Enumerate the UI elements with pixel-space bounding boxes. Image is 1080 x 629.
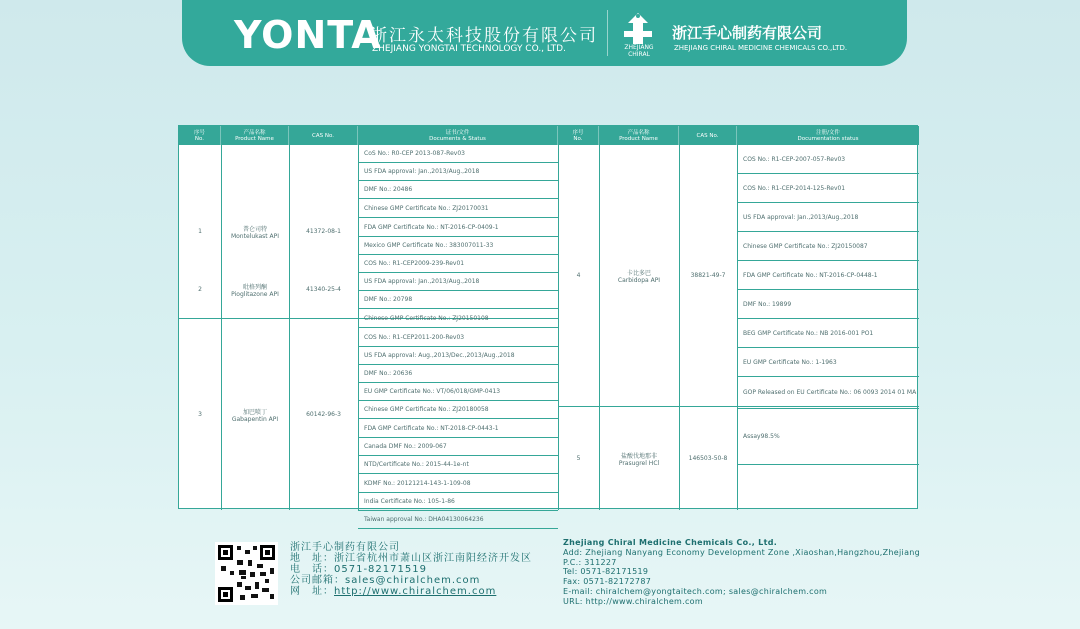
footer-en-address: Add: Zhejiang Nanyang Economy Development Zone ,Xiaoshan,Hangzhou,Zhejiang xyxy=(563,547,921,557)
footer-en-fax: Fax: 0571-82172787 xyxy=(563,577,652,587)
left-product-no-3: 3 xyxy=(198,411,202,418)
header-docs-left: 证书/文件 Documents & Status xyxy=(358,126,558,145)
chiral-logo-icon xyxy=(618,9,658,49)
product-registration-table xyxy=(178,125,918,523)
left-doc-row-5: FDA GMP Certificate No.: NT-2016-CP-0409-1 xyxy=(364,223,499,231)
footer-en-tel: Tel: 0571-82171519 xyxy=(563,567,649,577)
footer-en-email: E-mail: chiralchem@yongtaitech.com; sales@chiralchem.com xyxy=(563,586,828,596)
chiral-logo-text: ZHEJIANG CHIRAL xyxy=(624,44,654,58)
footer-cn-address: 地 址：浙江省杭州市萧山区浙江南阳经济开发区 xyxy=(290,553,532,564)
left-doc-row-19: KDMF No.: 20121214-143-1-109-08 xyxy=(364,479,471,487)
right-product-name: 卡比多巴 Carbidopa API xyxy=(617,269,661,284)
left-doc-row-15: Chinese GMP Certificate No.: ZJ20180058 xyxy=(364,406,489,413)
header-cas-right: CAS No. xyxy=(679,126,737,145)
right-doc-row-3: US FDA approval: Jan.,2013/Aug.,2018 xyxy=(743,213,859,221)
left-doc-row-11: COS No.: R1-CEP2011-200-Rev03 xyxy=(364,333,465,341)
left-doc-row-8: US FDA approval: Jan.,2013/Aug.,2018 xyxy=(364,278,480,285)
footer-en-company: Zhejiang Chiral Medicine Chemicals Co., Ltd. xyxy=(563,538,778,547)
left-product-no-2: 2 xyxy=(198,286,202,293)
left-product-cas-2: 41340-25-4 xyxy=(306,286,341,293)
partner-name-en: ZHEJIANG CHIRAL MEDICINE CHEMICALS CO.,LTD. xyxy=(674,44,848,52)
header-no-right: 序号 No. xyxy=(558,126,599,145)
left-doc-row-1: CoS No.: R0-CEP 2013-087-Rev03 xyxy=(364,150,465,157)
left-doc-row-16: FDA GMP Certificate No.: NT-2018-CP-0443-1 xyxy=(364,424,499,432)
footer-contact-cn xyxy=(290,542,532,597)
left-doc-row-18: NTD/Certificate No.: 2015-44-1e-nt xyxy=(364,461,469,468)
left-doc-row-4: Chinese GMP Certificate No.: ZJ20170031 xyxy=(364,204,489,212)
header-cas-left: CAS No. xyxy=(289,126,358,145)
left-doc-row-7: COS No.: R1-CEP2009-239-Rev01 xyxy=(364,260,465,267)
header-docs-right: 注册/文件 Documentation status xyxy=(737,126,919,145)
left-doc-row-14: EU GMP Certificate No.: VT/06/018/GMP-0413 xyxy=(364,388,501,395)
header-product-right: 产品名称 Product Name xyxy=(599,126,679,145)
left-doc-row-9: DMF No.: 20798 xyxy=(364,296,413,303)
left-product-cas-3: 60142-96-3 xyxy=(306,411,341,418)
right-product-name-2: 盐酸伐地那非 Prasugrel HCl xyxy=(618,452,660,467)
right-doc-row-6: DMF No.: 19899 xyxy=(743,300,792,308)
yonta-logo: YONTA xyxy=(234,13,382,57)
company-name-en: ZHEJIANG YONGTAI TECHNOLOGY CO., LTD. xyxy=(372,44,566,54)
left-product-no: 1 xyxy=(198,228,202,235)
right-doc-row-5: FDA GMP Certificate No.: NT-2016-CP-0448-1 xyxy=(743,271,878,279)
footer-cn-company: 浙江手心制药有限公司 xyxy=(290,542,400,553)
left-doc-row-10: Chinese GMP Certificate No.: ZJ20150108 xyxy=(364,314,489,322)
header-product-left: 产品名称 Product Name xyxy=(221,126,289,145)
left-product-name-2: 吡格列酮 Pioglitazone API xyxy=(231,283,279,298)
right-doc-row-4: Chinese GMP Certificate No.: ZJ20150087 xyxy=(743,242,868,250)
header-no-left: 序号 No. xyxy=(179,126,221,145)
left-doc-row-2: US FDA approval: Jan.,2013/Aug.,2018 xyxy=(364,168,480,175)
company-name-cn: 浙江永太科技股份有限公司 xyxy=(370,26,598,46)
right-product-no: 4 xyxy=(576,272,581,279)
right-doc-row-10: Assay98.5% xyxy=(743,433,780,440)
right-doc-row-7: BEG GMP Certificate No.: NB 2016-001 PO1 xyxy=(743,329,874,337)
left-product-cas: 41372-08-1 xyxy=(306,228,341,235)
qr-code-icon xyxy=(215,542,278,605)
left-doc-row-12: US FDA approval: Aug.,2013/Dec.,2013/Aug.,2018 xyxy=(364,352,515,359)
footer-cn-website-label: 网 址： xyxy=(290,586,334,597)
footer-en-postcode: P.C.: 311227 xyxy=(563,557,617,567)
footer-website-link[interactable]: http://www.chiralchem.com xyxy=(334,586,497,597)
left-product-name-3: 加巴喷丁 Gabapentin API xyxy=(231,408,279,423)
left-doc-row-21: Taiwan approval No.: DHA04130064236 xyxy=(364,516,484,523)
partner-name-cn: 浙江手心制药有限公司 xyxy=(672,24,823,42)
left-doc-row-17: Canada DMF No.: 2009-067 xyxy=(364,443,447,450)
right-doc-row-9: GOP Released on EU Certificate No.: 06 0093 2014 01 MA xyxy=(743,389,917,396)
footer-contact-en xyxy=(563,538,920,607)
left-doc-row-6: Mexico GMP Certificate No.: 383007011-33 xyxy=(364,242,494,249)
left-product-name: 普仑司特 Montelukast API xyxy=(230,225,280,240)
right-product-cas-2: 146503-50-8 xyxy=(688,455,728,462)
right-doc-row-8: EU GMP Certificate No.: 1-1963 xyxy=(743,358,837,366)
right-doc-row-1: COS No.: R1-CEP-2007-057-Rev03 xyxy=(743,155,846,163)
footer-en-url: URL: http://www.chiralchem.com xyxy=(563,596,703,606)
footer-cn-phone: 电 话：0571-82171519 xyxy=(290,564,427,575)
left-doc-row-3: DMF No.: 20486 xyxy=(364,186,413,193)
header-divider xyxy=(607,10,608,56)
right-product-no-2: 5 xyxy=(576,455,581,462)
left-doc-row-20: India Certificate No.: 105-1-86 xyxy=(364,498,455,505)
footer-cn-email: 公司邮箱：sales@chiralchem.com xyxy=(290,575,481,586)
right-product-cas: 38821-49-7 xyxy=(690,272,726,279)
header-banner xyxy=(182,0,907,66)
left-doc-row-13: DMF No.: 20636 xyxy=(364,370,413,377)
right-doc-row-2: COS No.: R1-CEP-2014-125-Rev01 xyxy=(743,184,846,192)
